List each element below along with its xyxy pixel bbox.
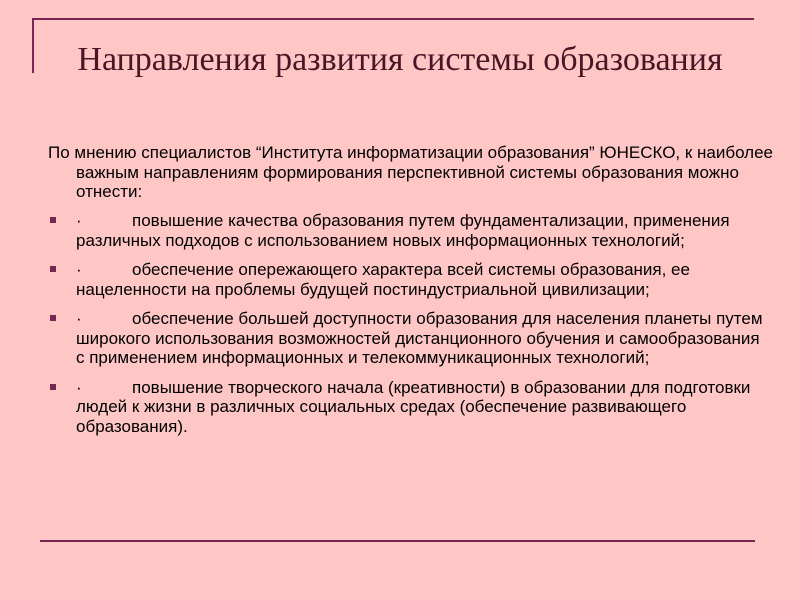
top-border-line (32, 18, 754, 20)
bullet-text: повышение творческого начала (креативности) в образовании для подготовки людей к жизни в различных социальных средах (обеспечение развивающего образования). (76, 377, 751, 436)
bullet-item-1 (48, 211, 768, 250)
bottom-border-line (40, 540, 755, 542)
bullet-dot: · (76, 377, 82, 397)
intro-paragraph: По мнению специалистов “Института информатизации образования” ЮНЕСКО, к наиболее важным направлениям формирования перспективной системы образования можно отнести: (48, 143, 774, 201)
bullet-item-4 (48, 378, 768, 437)
bullet-list (48, 211, 768, 446)
square-bullet-icon (50, 384, 56, 390)
square-bullet-icon (50, 266, 56, 272)
bullet-item-3 (48, 309, 768, 368)
bullet-text: обеспечение большей доступности образования для населения планеты путем широкого использования возможностей дистанционного обучения и самообразования с применением информационных и телекоммуникационных технологий; (76, 309, 763, 367)
bullet-item-2 (48, 260, 768, 299)
slide-title: Направления развития системы образования (77, 41, 723, 78)
bullet-dot: · (76, 309, 82, 328)
square-bullet-icon (50, 217, 56, 223)
square-bullet-icon (50, 315, 56, 321)
bullet-dot: · (76, 211, 82, 230)
left-border-line (32, 18, 34, 73)
bullet-text: обеспечение опережающего характера всей системы образования, ее нацеленности на проблемы будущей постиндустриальной цивилизации; (76, 260, 690, 299)
bullet-text: повышение качества образования путем фундаментализации, применения различных подходов с использованием новых информационных технологий; (76, 211, 730, 250)
bullet-dot: · (76, 260, 82, 279)
